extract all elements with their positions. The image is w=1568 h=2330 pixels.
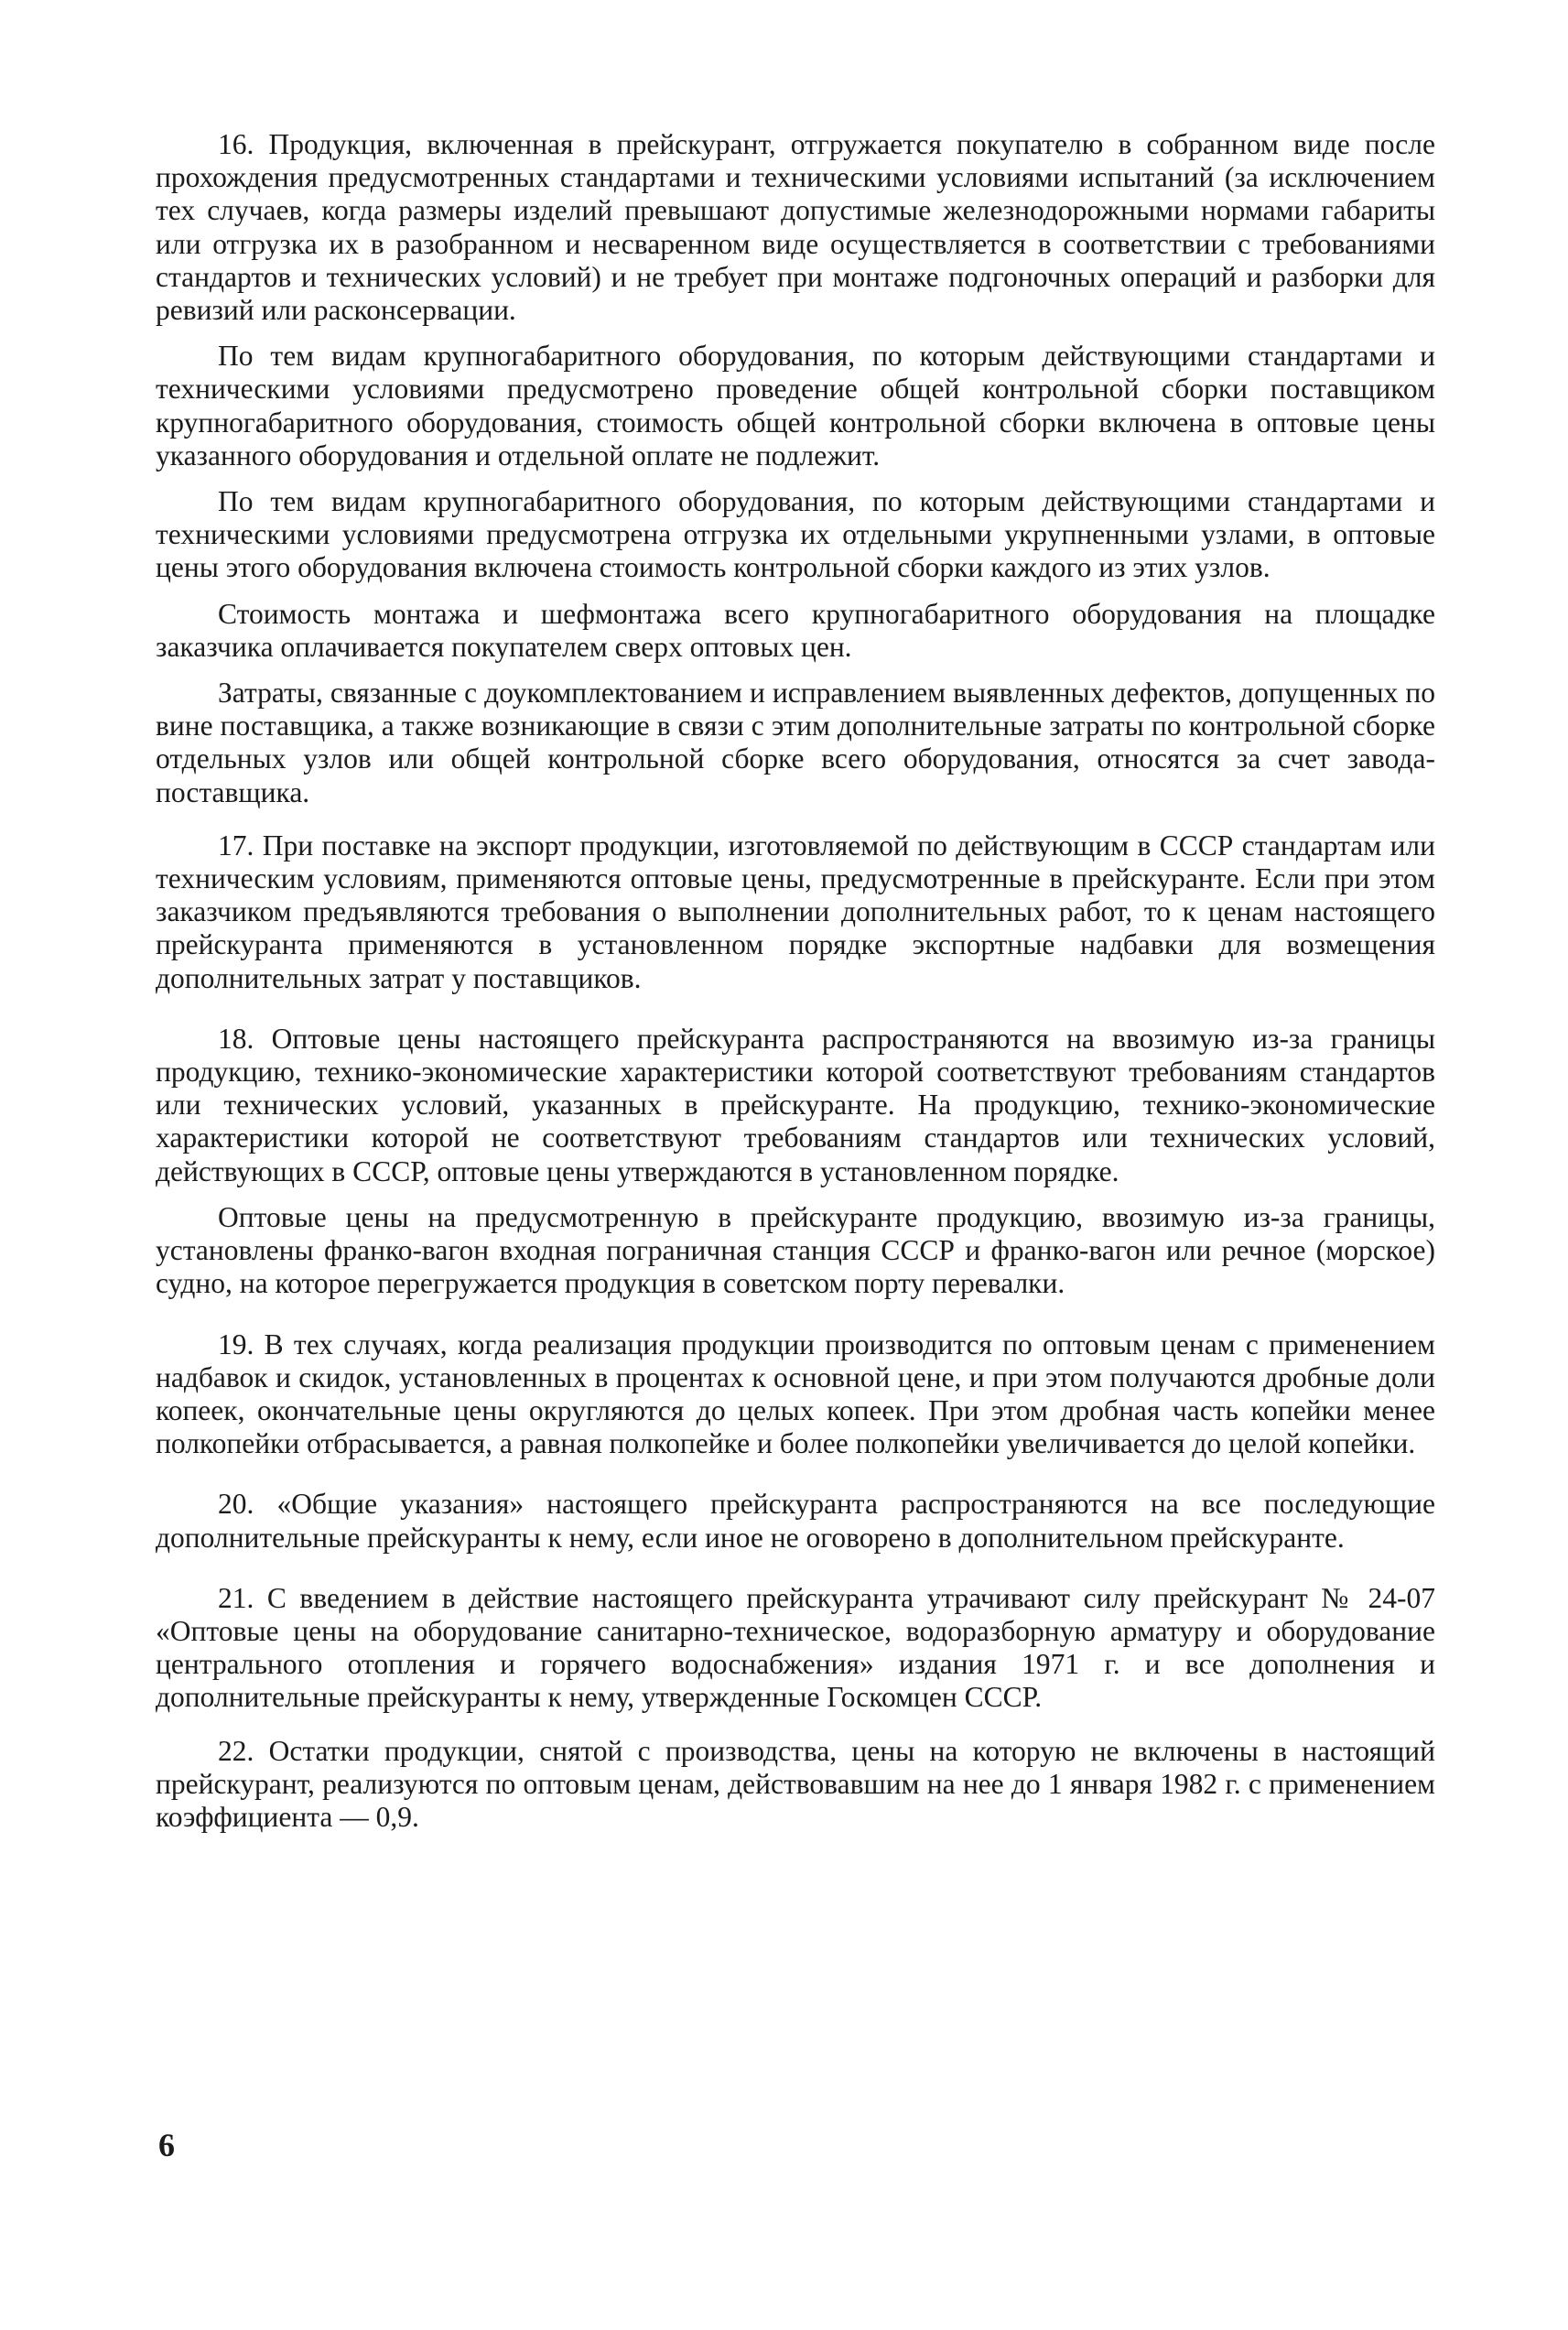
paragraph-21: 21. С введением в действие настоящего прейскуранта утрачивают силу прейскурант № 24-07 «Оптовые цены на оборудование санитарно-техническое, водоразборную арматуру и оборудование центрального отопления и горячего водоснабжения» издания 1971 г. и все дополнения и дополнительные прейскуранты к нему, утвержденные Госкомцен СССР. xyxy=(156,1581,1435,1714)
paragraph-17: 17. При поставке на экспорт продукции, изготовляемой по действующим в СССР стандартам или техническим условиям, применяются оптовые цены, предусмотренные в прейскуранте. Если при этом заказчиком предъявляются требования о выполнении дополнительных работ, то к ценам настоящего прейскуранта применяются в установленном порядке экспортные надбавки для возмещения дополнительных затрат у поставщиков. xyxy=(156,829,1435,994)
paragraph-16: 16. Продукция, включенная в прейскурант, отгружается покупателю в собранном виде после прохождения предусмотренных стандартами и техническими условиями испытаний (за исключением тех случаев, когда размеры изделий превышают допустимые железнодорожными нормами габариты или отгрузка их в разобранном и несваренном виде осуществляется в соответствии с требованиями стандартов и технических условий) и не требует при монтаже подгоночных операций и разборки для ревизий или расконсервации. xyxy=(156,128,1435,327)
paragraph-defect-costs: Затраты, связанные с доукомплектованием и исправлением выявленных дефектов, допущенных по вине поставщика, а также возникающие в связи с этим дополнительные затраты по контрольной сборке отдельных узлов или общей контрольной сборке всего оборудования, относятся за счет завода-поставщика. xyxy=(156,677,1435,808)
paragraph-19: 19. В тех случаях, когда реализация продукции производится по оптовым ценам с применением надбавок и скидок, установленных в процентах к основной цене, и при этом получаются дробные доли копеек, окончательные цены округляются до целых копеек. При этом дробная часть копейки менее полкопейки отбрасывается, а равная полкопейке и более полкопейки увеличивается до целой копейки. xyxy=(156,1328,1435,1460)
page-number: 6 xyxy=(158,2127,175,2163)
paragraph-20: 20. «Общие указания» настоящего прейскуранта распространяются на все последующие дополнительные прейскуранты к нему, если иное не оговорено в дополнительном прейскуранте. xyxy=(156,1488,1435,1554)
paragraph-general-assembly: По тем видам крупногабаритного оборудования, по которым действующими стандартами и техническими условиями предусмотрено проведение общей контрольной сборки поставщиком крупногабаритного оборудования, стоимость общей контрольной сборки включена в оптовые цены указанного оборудования и отдельной оплате не подлежит. xyxy=(156,340,1435,471)
paragraph-installation-cost: Стоимость монтажа и шефмонтажа всего крупногабаритного оборудования на площадке заказчика оплачивается покупателем сверх оптовых цен. xyxy=(156,597,1435,663)
paragraph-import-prices: Оптовые цены на предусмотренную в прейскуранте продукцию, ввозимую из-за границы, установлены франко-вагон входная пограничная станция СССР и франко-вагон или речное (морское) судно, на которое перегружается продукция в советском порту перевалки. xyxy=(156,1200,1435,1300)
paragraph-22: 22. Остатки продукции, снятой с производства, цены на которую не включены в настоящий прейскурант, реализуются по оптовым ценам, действовавшим на нее до 1 января 1982 г. с применением коэффициента — 0,9. xyxy=(156,1734,1435,1833)
paragraph-enlarged-units: По тем видам крупногабаритного оборудования, по которым действующими стандартами и техническими условиями предусмотрена отгрузка их отдельными укрупненными узлами, в оптовые цены этого оборудования включена стоимость контрольной сборки каждого из этих узлов. xyxy=(156,485,1435,584)
paragraph-18: 18. Оптовые цены настоящего прейскуранта распространяются на ввозимую из-за границы продукцию, технико-экономические характеристики которой соответствуют требованиям стандартов или технических условий, указанных в прейскуранте. На продукцию, технико-экономические характеристики которой не соответствуют требованиям стандартов или технических условий, действующих в СССР, оптовые цены утверждаются в установленном порядке. xyxy=(156,1022,1435,1187)
document-body xyxy=(156,128,1435,1834)
